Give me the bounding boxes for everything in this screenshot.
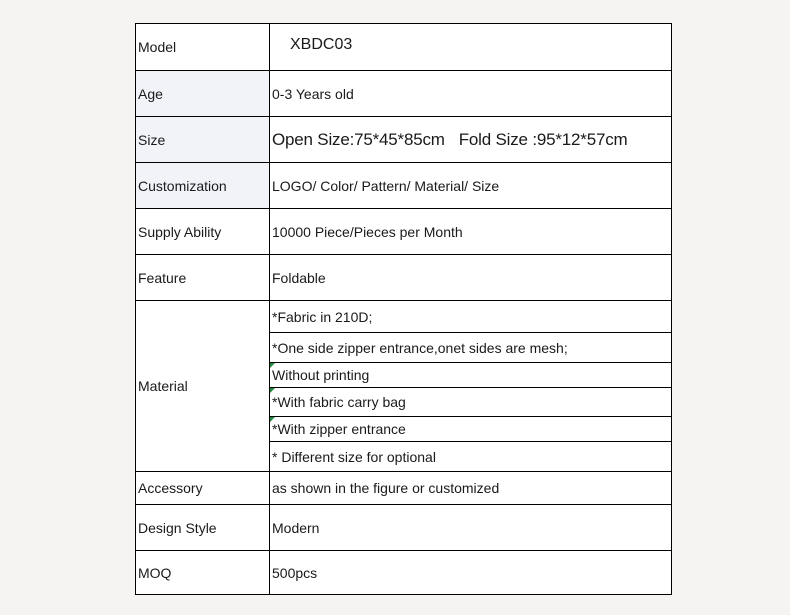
label-model: Model <box>136 24 270 71</box>
material-item: *With fabric carry bag <box>270 388 672 417</box>
label-supply-ability: Supply Ability <box>136 209 270 255</box>
value-customization: LOGO/ Color/ Pattern/ Material/ Size <box>270 163 672 209</box>
label-material: Material <box>136 301 270 472</box>
table-row-accessory <box>136 472 672 505</box>
label-age: Age <box>136 71 270 117</box>
value-design-style: Modern <box>270 505 672 551</box>
label-design-style: Design Style <box>136 505 270 551</box>
table-row-model <box>136 24 672 71</box>
open-size: Open Size:75*45*85cm <box>272 129 445 149</box>
label-moq: MOQ <box>136 551 270 595</box>
fold-size: Fold Size :95*12*57cm <box>458 129 628 149</box>
table-row-size <box>136 117 672 163</box>
value-age: 0-3 Years old <box>270 71 672 117</box>
table-row-moq <box>136 551 672 595</box>
material-item: *With zipper entrance <box>270 417 672 442</box>
label-customization: Customization <box>136 163 270 209</box>
table-row-material <box>136 301 672 333</box>
material-item: * Different size for optional <box>270 442 672 472</box>
value-moq: 500pcs <box>270 551 672 595</box>
product-spec-table <box>135 23 672 595</box>
value-feature: Foldable <box>270 255 672 301</box>
material-item: *One side zipper entrance,onet sides are mesh; <box>270 333 672 363</box>
material-item: Without printing <box>270 363 672 388</box>
value-accessory: as shown in the figure or customized <box>270 472 672 505</box>
table-row-feature <box>136 255 672 301</box>
table-row-design-style <box>136 505 672 551</box>
table-row-age <box>136 71 672 117</box>
value-model: XBDC03 <box>270 24 672 71</box>
table-row-customization <box>136 163 672 209</box>
label-feature: Feature <box>136 255 270 301</box>
label-size: Size <box>136 117 270 163</box>
table-row-supply-ability <box>136 209 672 255</box>
value-supply-ability: 10000 Piece/Pieces per Month <box>270 209 672 255</box>
value-size <box>270 117 672 163</box>
material-item: *Fabric in 210D; <box>270 301 672 333</box>
label-accessory: Accessory <box>136 472 270 505</box>
